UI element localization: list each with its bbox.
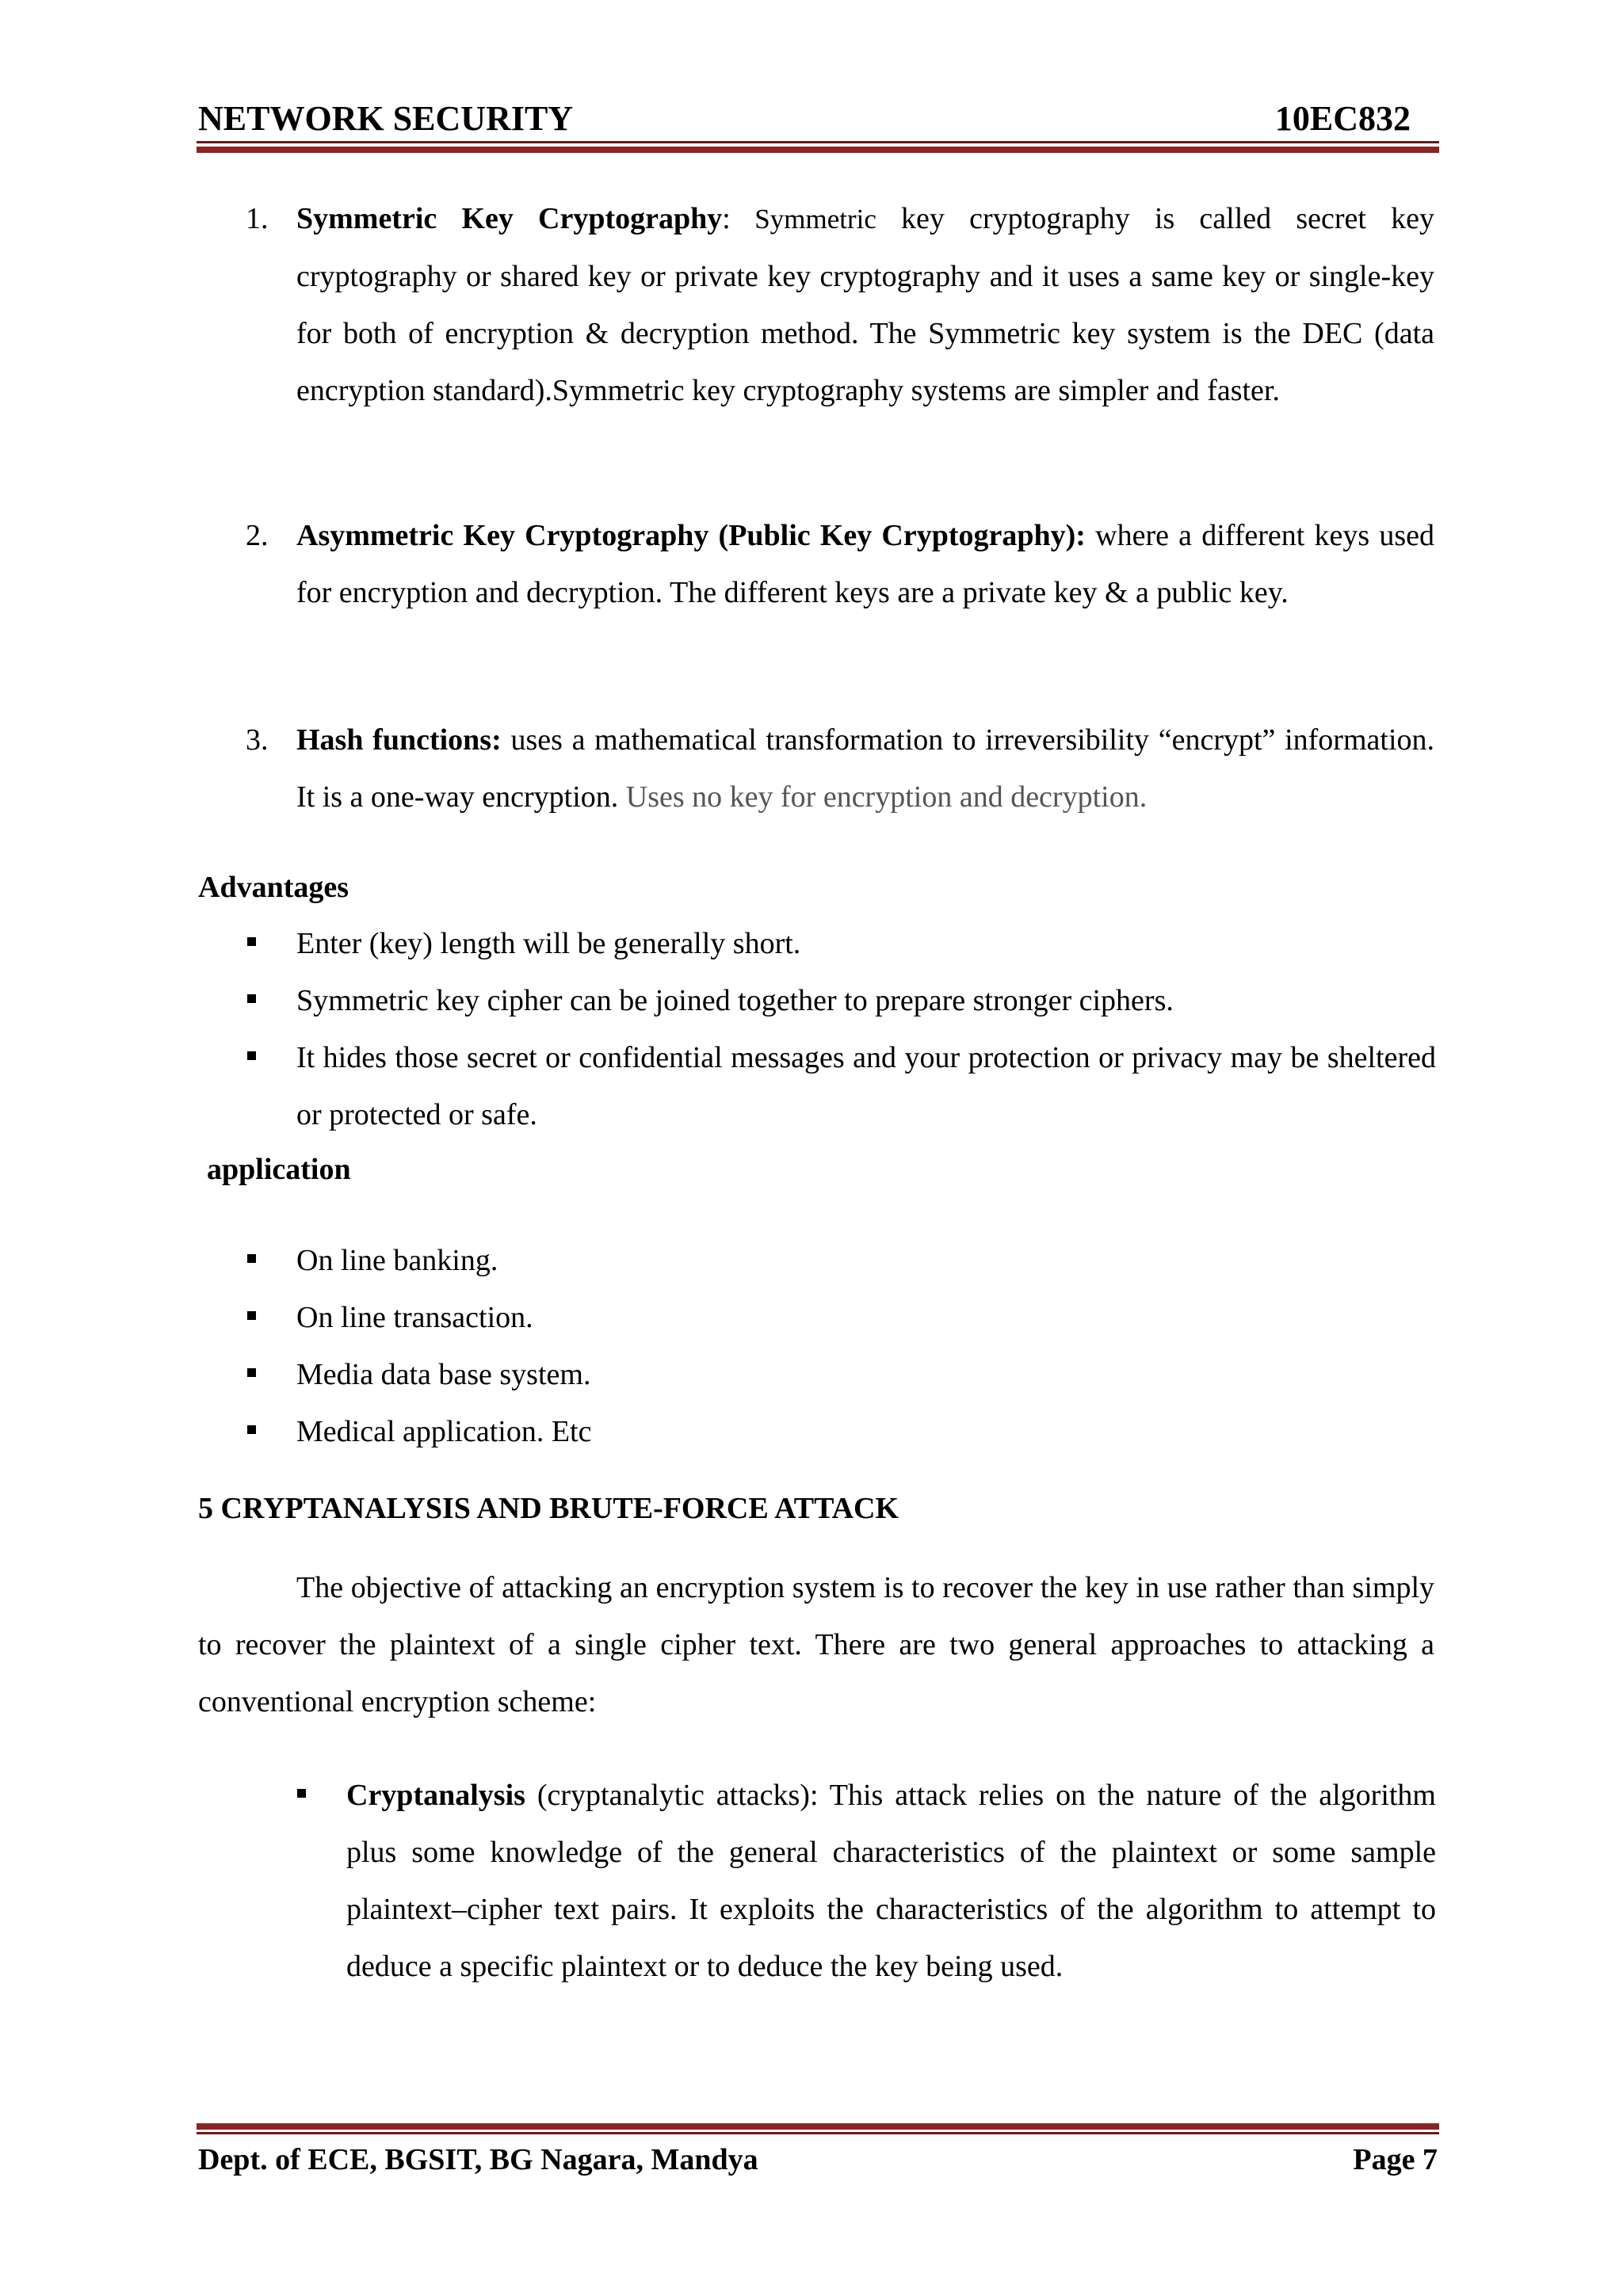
advantage-item: Symmetric key cipher can be joined together to prepare stronger ciphers. xyxy=(247,972,1436,1029)
crypto-type-3 xyxy=(246,711,1434,826)
crypto-type-number: 3. xyxy=(246,723,269,757)
crypto-type-term: Symmetric Key Cryptography xyxy=(296,202,723,235)
cryptanalysis-text: (cryptanalytic attacks): This attack relies on the nature of the algorithm plus some knowledge of the general characteristics of the plaintext or some sample plaintext–cipher text pairs. It exploits the characteristics of the algorithm to attempt to deduce a specific plaintext or to deduce the key being used. xyxy=(346,1779,1436,1983)
crypto-type-1: 1. Symmetric Key Cryptography: Symmetric key cryptography is called secret key cryptography or shared key or private key cryptography and it uses a same key or single-key for both of encryption & decryption method. The Symmetric key system is the DEC (data encryption standard).Symmetric key cryptography systems are simpler and faster. xyxy=(246,190,1434,419)
footer-department: Dept. of ECE, BGSIT, BG Nagara, Mandya xyxy=(198,2143,758,2176)
crypto-type-term: Hash functions: xyxy=(296,723,502,757)
application-item: Media data base system. xyxy=(247,1346,1436,1403)
footer-rule-thin xyxy=(197,2132,1439,2134)
section-paragraph: The objective of attacking an encryption system is to recover the key in use rather than simply to recover the plaintext of a single cipher text. There are two general approaches to attacking a conventional encryption scheme: xyxy=(198,1571,1434,1718)
bullet-square-icon xyxy=(247,937,256,946)
header-title: NETWORK SECURITY xyxy=(198,99,574,138)
bullet-square-icon xyxy=(247,1311,256,1320)
bullet-square-icon xyxy=(297,1789,306,1798)
bullet-square-icon xyxy=(247,1254,256,1263)
advantage-item: It hides those secret or confidential messages and your protection or privacy may be sheltered or protected or safe. xyxy=(247,1029,1436,1143)
cryptanalysis-term: Cryptanalysis xyxy=(346,1779,525,1812)
crypto-type-number: 2. xyxy=(246,519,269,552)
header-rule-thick xyxy=(197,147,1439,153)
application-heading: application xyxy=(207,1153,351,1186)
application-item: Medical application. Etc xyxy=(247,1403,1436,1460)
footer-rule-thick xyxy=(197,2123,1439,2130)
bullet-square-icon xyxy=(247,1425,256,1434)
crypto-type-number: 1. xyxy=(246,202,269,235)
cryptanalysis-item xyxy=(297,1767,1436,1995)
header-rule-thin xyxy=(197,141,1439,143)
crypto-type-text: where a different keys used for encryption and decryption. The different keys are a private key & a public key. xyxy=(296,519,1434,609)
bullet-square-icon xyxy=(247,1368,256,1377)
crypto-type-2 xyxy=(246,507,1434,621)
crypto-type-term: Asymmetric Key Cryptography (Public Key Cryptography): xyxy=(296,519,1086,552)
crypto-type-text: uses a mathematical transformation to irreversibility “encrypt” information. It is a one-way encryption. xyxy=(296,723,1435,814)
bullet-square-icon xyxy=(247,1051,256,1060)
application-item: On line transaction. xyxy=(247,1289,1436,1346)
header-course-code: 10EC832 xyxy=(1274,99,1411,138)
bullet-square-icon xyxy=(247,994,256,1003)
section-heading: 5 CRYPTANALYSIS AND BRUTE-FORCE ATTACK xyxy=(198,1492,899,1525)
advantage-item: Enter (key) length will be generally short. xyxy=(247,915,1436,972)
footer-page-number: Page 7 xyxy=(1353,2143,1438,2176)
crypto-type-note: Uses no key for encryption and decryption. xyxy=(625,780,1148,814)
application-item: On line banking. xyxy=(247,1232,1436,1289)
crypto-type-text: key cryptography is called secret key cryptography or shared key or private key cryptography and it uses a same key or single-key for both of encryption & decryption method. The Symmetric key system is the DEC (data encryption standard).Symmetric key cryptography systems are simpler and faster. xyxy=(296,202,1434,407)
advantages-heading: Advantages xyxy=(198,871,349,904)
